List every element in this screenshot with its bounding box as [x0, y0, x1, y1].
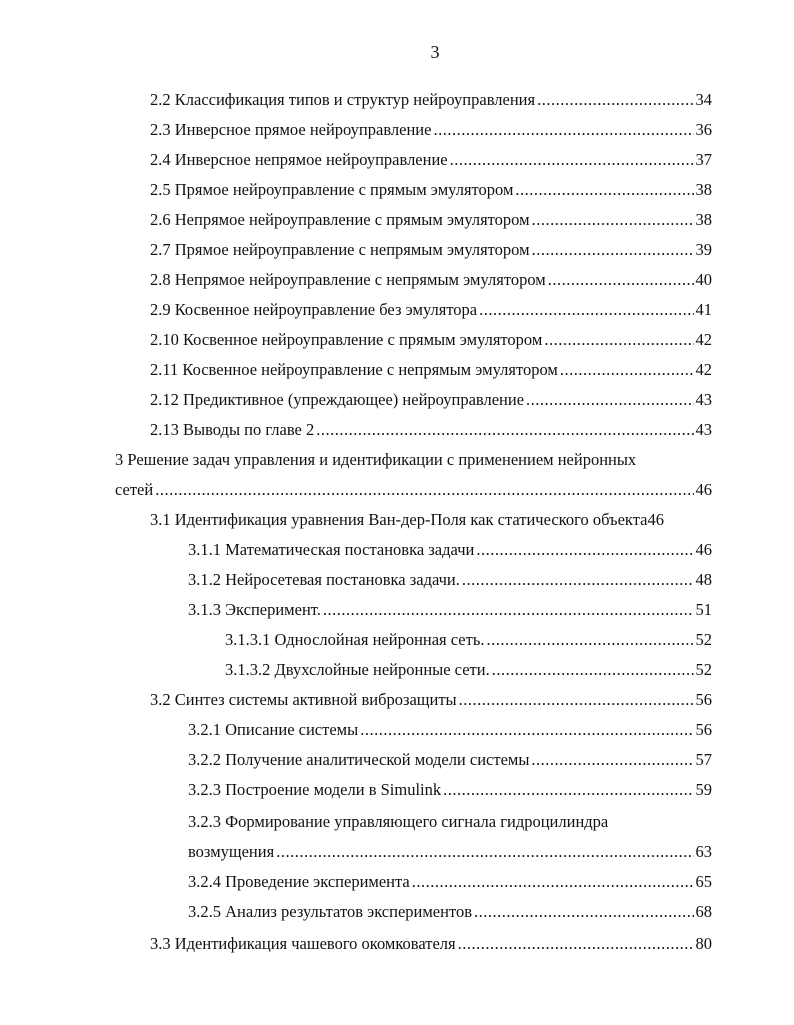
toc-entry-page: 36	[695, 120, 712, 139]
leader-dots	[548, 266, 694, 294]
leader-dots	[544, 326, 693, 354]
toc-entry-page: 34	[695, 90, 712, 109]
toc-entry-page: 42	[695, 330, 712, 349]
toc-entry-page: 68	[695, 902, 712, 921]
toc-entry-title: сетей	[115, 480, 154, 499]
toc-entry-title: Непрямое нейроуправление с прямым эмулятором	[174, 210, 530, 229]
toc-entry-number: 3.2.1	[188, 720, 221, 739]
toc-entry-number: 3.2.4	[188, 872, 221, 891]
toc-entry	[150, 206, 712, 234]
toc-entry-title: Непрямое нейроуправление с непрямым эмулятором	[174, 270, 546, 289]
leader-dots	[412, 868, 694, 896]
toc-entry-number: 2.6	[150, 210, 171, 229]
toc-entry	[188, 566, 712, 594]
toc-entry-page: 56	[695, 690, 712, 709]
toc-entry-number: 2.13	[150, 420, 179, 439]
toc-chapter-heading	[115, 446, 712, 474]
toc-entry-title: Косвенное нейроуправление с прямым эмулятором	[183, 330, 543, 349]
toc-entry-number: 2.8	[150, 270, 171, 289]
leader-dots	[276, 838, 693, 866]
leader-dots	[450, 146, 694, 174]
toc-entry-number: 3.2.5	[188, 902, 221, 921]
leader-dots	[360, 716, 693, 744]
leader-dots	[486, 626, 693, 654]
toc-entry-title: Решение задач управления и идентификации с применением нейронных	[127, 450, 637, 469]
toc-entry	[150, 326, 712, 354]
toc-entry-number: 3.2.3	[188, 812, 221, 831]
toc-entry-title: Формирование управляющего сигнала гидроцилиндра	[225, 812, 609, 831]
toc-entry	[150, 146, 712, 174]
leader-dots	[532, 236, 694, 264]
toc-entry-page: 46	[695, 540, 712, 559]
toc-entry-page: 41	[695, 300, 712, 319]
toc-entry-title: Нейросетевая постановка задачи.	[225, 570, 460, 589]
toc-entry-title: Однослойная нейронная сеть.	[274, 630, 485, 649]
toc-entry-number: 3.2.3	[188, 780, 221, 799]
leader-dots	[474, 898, 694, 926]
leader-dots	[532, 206, 694, 234]
toc-entry-title: Математическая постановка задачи	[225, 540, 475, 559]
toc-entry	[188, 898, 712, 926]
toc-entry-title: Классификация типов и структур нейроуправления	[174, 90, 536, 109]
toc-entry-page: 39	[695, 240, 712, 259]
leader-dots	[433, 116, 693, 144]
toc-entry-page: 38	[695, 180, 712, 199]
toc-entry	[150, 266, 712, 294]
toc-entry	[150, 236, 712, 264]
toc-entry-title: Инверсное прямое нейроуправление	[174, 120, 432, 139]
toc-entry	[188, 536, 712, 564]
toc-entry-number: 3	[115, 450, 124, 469]
toc-entry-title: Идентификация уравнения Ван-дер-Поля как статического объекта	[174, 510, 648, 529]
toc-entry	[188, 716, 712, 744]
toc-entry	[150, 176, 712, 204]
toc-entry-page: 42	[695, 360, 712, 379]
toc-entry-number: 3.1.3	[188, 600, 221, 619]
leader-dots	[459, 686, 694, 714]
toc-entry-page: 52	[695, 630, 712, 649]
toc-entry-number: 2.7	[150, 240, 171, 259]
toc-entry-page: 40	[695, 270, 712, 289]
toc-entry	[188, 808, 712, 836]
toc-entry-page: 46	[647, 510, 664, 529]
leader-dots	[155, 476, 693, 504]
toc-entry-page: 52	[695, 660, 712, 679]
toc-entry-title: возмущения	[188, 842, 275, 861]
toc-entry-number: 2.12	[150, 390, 179, 409]
toc-entry-title: Получение аналитической модели системы	[225, 750, 530, 769]
toc-entry-title: Эксперимент.	[225, 600, 321, 619]
toc-entry-title: Прямое нейроуправление с непрямым эмулятором	[174, 240, 530, 259]
toc-entry	[225, 626, 712, 654]
toc-entry-title: Двухслойные нейронные сети.	[274, 660, 490, 679]
toc-entry-page: 63	[695, 842, 712, 861]
toc-entry-title: Выводы по главе 2	[183, 420, 315, 439]
leader-dots	[492, 656, 694, 684]
leader-dots	[531, 746, 693, 774]
toc-entry	[150, 116, 712, 144]
toc-entry-number: 3.1.2	[188, 570, 221, 589]
toc-entry	[150, 506, 712, 534]
toc-entry-page: 46	[695, 480, 712, 499]
toc-entry-title: Косвенное нейроуправление без эмулятора	[174, 300, 478, 319]
leader-dots	[323, 596, 694, 624]
toc-entry-number: 3.1.3.1	[225, 630, 271, 649]
toc-entry-title: Косвенное нейроуправление с непрямым эмулятором	[182, 360, 558, 379]
toc-entry	[150, 930, 712, 958]
toc-entry	[188, 868, 712, 896]
toc-entry-number: 3.1.3.2	[225, 660, 271, 679]
leader-dots	[458, 930, 694, 958]
toc-entry-page: 48	[695, 570, 712, 589]
toc-entry-number: 3.2.2	[188, 750, 221, 769]
page-number: 3	[430, 42, 440, 62]
toc-entry	[188, 746, 712, 774]
toc-entry	[188, 596, 712, 624]
toc-entry	[150, 386, 712, 414]
leader-dots	[476, 536, 693, 564]
toc-entry-number: 2.5	[150, 180, 171, 199]
toc-entry-number: 3.3	[150, 934, 171, 953]
toc-entry-page: 38	[695, 210, 712, 229]
toc-entry-page: 57	[695, 750, 712, 769]
leader-dots	[479, 296, 693, 324]
toc-entry-number: 2.2	[150, 90, 171, 109]
toc-entry	[225, 656, 712, 684]
toc-entry	[150, 296, 712, 324]
leader-dots	[526, 386, 693, 414]
toc-entry-title: Построение модели в Simulink	[225, 780, 442, 799]
toc-entry-number: 2.4	[150, 150, 171, 169]
toc-entry	[150, 86, 712, 114]
leader-dots	[443, 776, 693, 804]
toc-entry-number: 3.2	[150, 690, 171, 709]
toc-entry	[150, 686, 712, 714]
toc-entry-title: Инверсное непрямое нейроуправление	[174, 150, 448, 169]
toc-entry-number: 3.1.1	[188, 540, 221, 559]
leader-dots	[537, 86, 693, 114]
leader-dots	[560, 356, 694, 384]
toc-entry-page: 43	[695, 420, 712, 439]
toc-entry-page: 65	[695, 872, 712, 891]
toc-entry-title: Прямое нейроуправление с прямым эмулятором	[174, 180, 514, 199]
toc-entry-page: 59	[695, 780, 712, 799]
toc-entry-continuation	[115, 476, 712, 504]
toc-entry	[150, 356, 712, 384]
toc-entry-page: 43	[695, 390, 712, 409]
toc-entry-page: 80	[695, 934, 712, 953]
toc-entry-title: Проведение эксперимента	[225, 872, 410, 891]
toc-entry-page: 51	[695, 600, 712, 619]
leader-dots	[462, 566, 694, 594]
toc-entry-number: 2.3	[150, 120, 171, 139]
leader-dots	[316, 416, 693, 444]
toc-entry-title: Анализ результатов экспериментов	[225, 902, 472, 921]
toc-entry-number: 2.11	[150, 360, 179, 379]
toc-entry	[188, 776, 712, 804]
toc-entry-page: 56	[695, 720, 712, 739]
toc-entry-number: 2.10	[150, 330, 179, 349]
toc-entry-page: 37	[695, 150, 712, 169]
toc-entry-title: Идентификация чашевого окомкователя	[174, 934, 456, 953]
toc-entry-title: Описание системы	[225, 720, 359, 739]
toc-entry-continuation	[188, 838, 712, 866]
toc-entry-number: 3.1	[150, 510, 171, 529]
leader-dots	[515, 176, 693, 204]
toc-entry	[150, 416, 712, 444]
toc-entry-title: Синтез системы активной виброзащиты	[174, 690, 457, 709]
toc-entry-number: 2.9	[150, 300, 171, 319]
toc-entry-title: Предиктивное (упреждающее) нейроуправление	[183, 390, 525, 409]
